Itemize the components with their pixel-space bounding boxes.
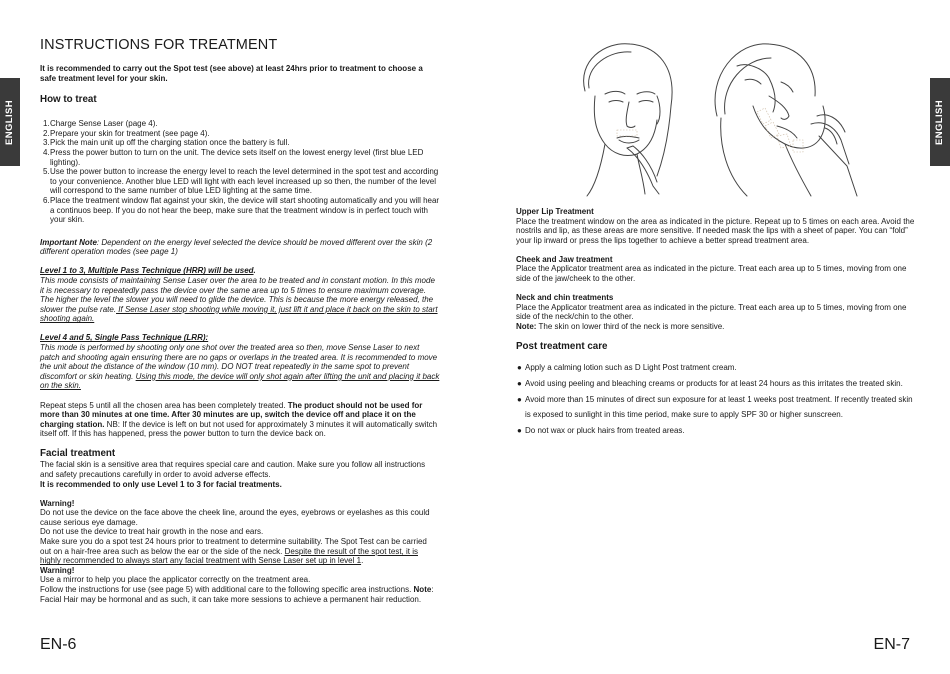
- important-note: Important Note: Dependent on the energy level selected the device should be moved different over the skin (2 different operation modes (see page 1): [40, 237, 433, 257]
- neck-chin-illustration: [707, 36, 867, 198]
- warning-3: Make sure you do a spot test 24 hours prior to treatment to determine suitability. The Spot Test can be carried out on a hair-free area such as below the ear or the side of the neck. Despite the result of the spot test, it is highly recommended to always start any facial treatment with Sense Laser set up in level 1.: [40, 537, 427, 566]
- upper-lip-illustration: [565, 36, 685, 198]
- warning-label-2: Warning!: [40, 565, 75, 575]
- step-number: 2.: [43, 128, 50, 138]
- step-text: Press the power button to turn on the unit. The device sets itself on the lowest energy level (first blue LED lighting).: [50, 147, 424, 167]
- facial-text: The facial skin is a sensitive area that requires special care and caution. Make sure you follow all instructions and safety precautions carefully in order to avoid adverse effects.: [40, 460, 426, 479]
- steps-list: [40, 119, 440, 225]
- language-tab-right: [930, 78, 950, 166]
- neck-text: Place the Applicator treatment area as indicated in the picture. Treat each area up to 5 times, moving from one side of the neck/chin to the other.: [516, 302, 907, 322]
- lrr-heading: Level 4 and 5, Single Pass Technique (LRR):: [40, 333, 209, 343]
- post-care-item: ● Apply a calming lotion such as D Light Post tratment cream.: [516, 360, 916, 376]
- follow-text: Follow the instructions for use (see page 5) with additional care to the following specific area instructions. Note: Facial Hair may be hormonal and as such, it can take more sessions to achieve a permanent hair reduction.: [40, 585, 434, 604]
- step-number: 1.: [43, 119, 50, 129]
- step-item: [40, 167, 440, 196]
- right-content: [516, 207, 916, 439]
- facial-bold: It is recommended to only use Level 1 to 3 for facial treatments.: [40, 479, 282, 489]
- step-item: [40, 129, 440, 139]
- upper-lip-text: Place the treatment window on the area as indicated in the picture. Repeat up to 5 times on each area. Avoid the nostrils and lip, as these areas are more sensitive. If needed mask the lips with a sheet of paper. You can “fold” your lip inward or press the lips together to achieve a better spread treatment area.: [516, 216, 915, 245]
- cheek-heading: Cheek and Jaw treatment: [516, 254, 613, 264]
- hrr-text: This mode consists of maintaining Sense Laser over the area to be treated and in constant motion. In this mode it is necessary to repeatedly pass the device over the same area up to 5 times to ensure maximum coverage. The higher the level the slower you will need to glide the device. This is because the more energy released, the slower the pulse rate. If Sense Laser stop shooting while moving it, just lift it and place it back on the skin to start shooting again.: [40, 276, 438, 324]
- step-text: Charge Sense Laser (page 4).: [50, 119, 158, 129]
- step-number: 5.: [43, 167, 50, 177]
- cheek-text: Place the Applicator treatment area as indicated in the picture. Treat each area up to 5 times, moving from one side of the jaw/cheek to the other.: [516, 264, 907, 284]
- step-text: Place the treatment window flat against your skin, the device will start shooting automatically and you will hear a continuos beep. If you do not hear the beep, make sure that the treatment window is in perfect touch with your skin.: [50, 195, 440, 225]
- right-page: [475, 0, 950, 674]
- post-heading: Post treatment care: [516, 341, 608, 353]
- step-number: 3.: [43, 138, 50, 148]
- mirror-text: Use a mirror to help you place the applicator correctly on the treatment area.: [40, 575, 311, 585]
- post-care-item: ● Avoid more than 15 minutes of direct sun exposure for at least 1 weeks post treatment. If recently treated skin is exposed to sunlight in this time period, make sure to apply SPF 30 or higher sunscreen.: [516, 392, 916, 424]
- lrr-text: This mode is performed by shooting only one shot over the treated area so then, move Sense Laser to next patch and shooting again ensuring there are no gaps or overlaps in the treated area. It is recommended to move the unit about the distance of the window (10 mm). DO NOT treat repeatedly in the same spot to prevent discomfort or skin heating. Using this mode, the device will only shot again after lifting the unit and placing it back on the skin.: [40, 343, 440, 391]
- post-care-item: ● Avoid using peeling and bleaching creams or products for at least 24 hours as this irritates the treated skin.: [516, 376, 916, 392]
- how-to-heading: How to treat: [40, 94, 97, 106]
- page-number-left: EN-6: [40, 636, 77, 653]
- warning-1: Do not use the device on the face above the cheek line, around the eyes, eyebrows or eyelashes as this could cause serious eye damage.: [40, 508, 430, 527]
- warning-2: Do not use the device to treat hair growth in the nose and ears.: [40, 527, 264, 537]
- language-tab-label: ENGLISH: [4, 99, 16, 145]
- intro-text: It is recommended to carry out the Spot test (see above) at least 24hrs prior to treatment to choose a safe treatment level for your skin.: [40, 64, 423, 83]
- step-item: [40, 196, 440, 225]
- warning-label: Warning!: [40, 498, 75, 508]
- step-text: Use the power button to increase the energy level to reach the level determined in the spot test and according to your convenience. Another blue LED will light with each level increased up so then, the number of the level will correspond to the same number of blue LED lighting at the same time.: [50, 167, 439, 196]
- step-item: [40, 119, 440, 129]
- step-number: 4.: [43, 147, 50, 157]
- language-tab-left: [0, 78, 20, 166]
- step-number: 6.: [43, 195, 50, 205]
- post-list: [516, 360, 916, 439]
- step-item: [40, 148, 440, 167]
- neck-note: Note: The skin on lower third of the neck is more sensitive.: [516, 321, 725, 331]
- step-text: Prepare your skin for treatment (see page 4).: [50, 128, 210, 138]
- repeat-text: Repeat steps 5 until all the chosen area has been completely treated. The product should not be used for more than 30 minutes at one time. After 30 minutes are up, switch the device off and place it on the charging station. NB: If the device is left on but not used for approximately 3 minutes it will automatically switch itself off. If this has happened, press the power button to turn the device back on.: [40, 400, 438, 439]
- facial-heading: Facial treatment: [40, 448, 116, 460]
- page-title: INSTRUCTIONS FOR TREATMENT: [40, 37, 278, 53]
- upper-lip-heading: Upper Lip Treatment: [516, 207, 594, 216]
- hrr-heading: Level 1 to 3, Multiple Pass Technique (HRR) will be used.: [40, 266, 256, 276]
- step-item: [40, 138, 440, 148]
- left-content: [40, 37, 440, 604]
- neck-heading: Neck and chin treatments: [516, 293, 614, 303]
- language-tab-label: ENGLISH: [934, 99, 946, 145]
- step-text: Pick the main unit up off the charging station once the battery is full.: [50, 138, 290, 148]
- page-number-right: EN-7: [873, 636, 910, 653]
- post-care-item: ● Do not wax or pluck hairs from treated areas.: [516, 423, 916, 439]
